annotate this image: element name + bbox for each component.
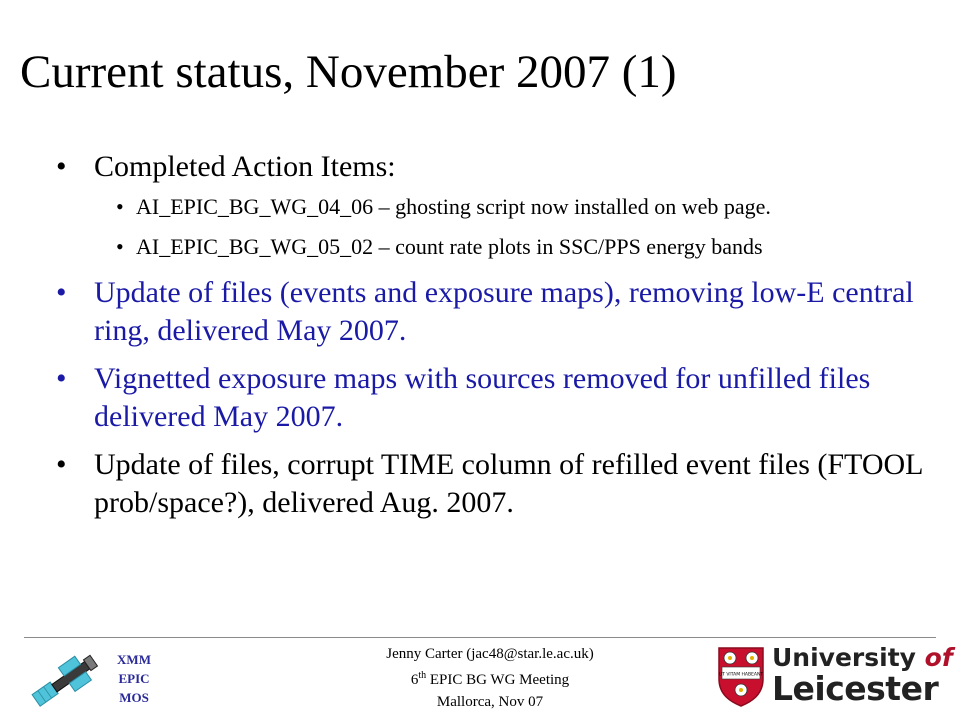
bullet-time-column — [56, 446, 936, 522]
bullet-marker: • — [116, 194, 124, 219]
footer-author: Jenny Carter (jac48@star.le.ac.uk) — [386, 646, 594, 662]
bullet-text: Update of files (events and exposure maps), removing low-E central ring, delivered May 2007. — [94, 276, 914, 347]
epic-label: EPIC — [118, 671, 150, 686]
bullet-marker: • — [56, 276, 67, 309]
bullet-text: Vignetted exposure maps with sources removed for unfilled files delivered May 2007. — [94, 362, 871, 433]
university-crest-icon — [716, 645, 766, 707]
slide-content — [56, 148, 936, 528]
xmm-epic-mos-label — [112, 650, 156, 707]
bullet-marker: • — [116, 234, 124, 259]
footer-info — [330, 643, 650, 713]
crest-motto: UT VITAM HABEANT — [718, 672, 764, 678]
sub-bullet-1 — [116, 192, 936, 222]
university-word: University — [772, 643, 916, 672]
xmm-satellite-icon — [22, 645, 112, 715]
bullet-marker: • — [56, 150, 67, 183]
footer-meeting — [330, 665, 650, 691]
sub-bullet-text: AI_EPIC_BG_WG_04_06 – ghosting script now installed on web page. — [136, 194, 771, 219]
leicester-word: Leicester — [772, 669, 939, 708]
meeting-suffix: th — [418, 670, 427, 681]
slide-title: Current status, November 2007 (1) — [20, 46, 677, 98]
sub-bullet-text: AI_EPIC_BG_WG_05_02 – count rate plots in SSC/PPS energy bands — [136, 234, 763, 259]
of-word: of — [924, 643, 953, 672]
bullet-marker: • — [56, 362, 67, 395]
mos-label: MOS — [119, 690, 149, 705]
footer-place: Mallorca, Nov 07 — [436, 694, 544, 710]
bullet-completed — [56, 148, 936, 186]
bullet-update-files — [56, 274, 936, 350]
meeting-number: 6 — [410, 672, 419, 688]
meeting-name: EPIC BG WG Meeting — [426, 672, 570, 688]
bullet-marker: • — [56, 448, 67, 481]
university-wordmark — [772, 644, 953, 706]
footer-divider — [24, 637, 936, 638]
sub-bullet-2 — [116, 232, 936, 262]
bullet-text: Completed Action Items: — [94, 150, 396, 183]
xmm-label: XMM — [117, 652, 151, 667]
bullet-text: Update of files, corrupt TIME column of refilled event files (FTOOL prob/space?), delivered Aug. 2007. — [94, 448, 923, 519]
bullet-vignetted-maps — [56, 360, 936, 436]
